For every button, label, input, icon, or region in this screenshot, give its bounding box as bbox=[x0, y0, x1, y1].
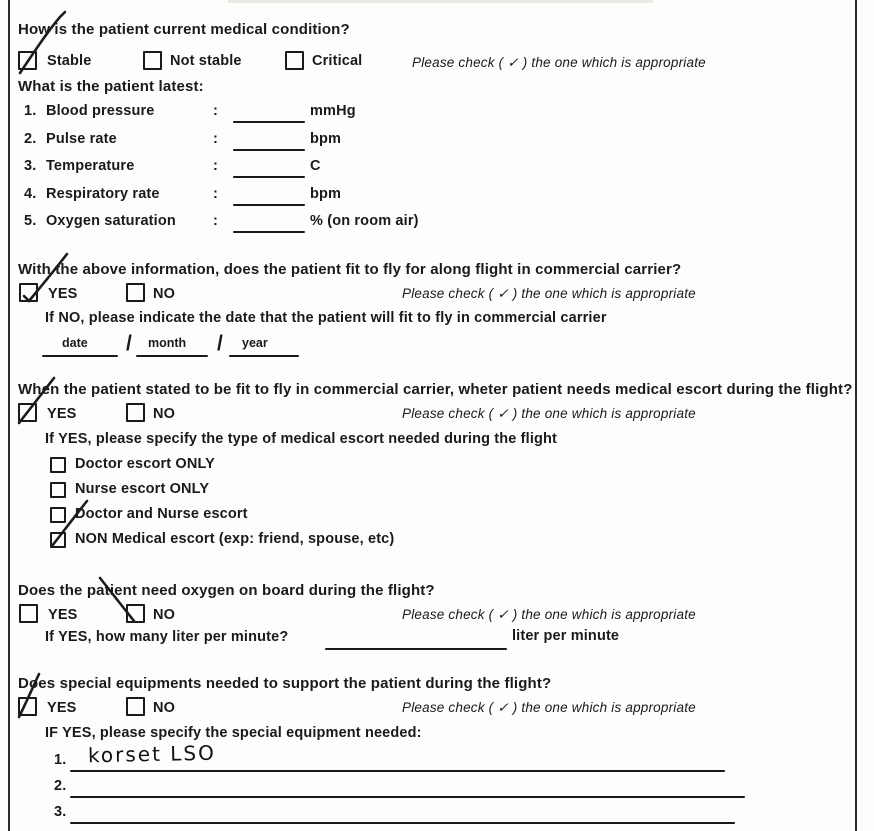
colon: : bbox=[213, 186, 218, 202]
equipment-if-yes-text: IF YES, please specify the special equipment needed: bbox=[45, 725, 422, 741]
vital-row-label: Pulse rate bbox=[46, 131, 117, 147]
checkbox-stable-label: Stable bbox=[47, 53, 92, 69]
vital-row-label: Oxygen saturation bbox=[46, 213, 176, 229]
vital-row-unit: % (on room air) bbox=[310, 213, 419, 229]
oxygen-question: Does the patient need oxygen on board during the flight? bbox=[18, 582, 435, 599]
checkbox-fit-yes[interactable] bbox=[19, 283, 38, 302]
equipment-item-num: 2. bbox=[54, 778, 67, 794]
escort-if-yes-text: If YES, please specify the type of medical escort needed during the flight bbox=[45, 431, 558, 447]
right-border-line bbox=[855, 0, 857, 831]
colon: : bbox=[213, 158, 218, 174]
checkbox-non-medical-escort-label: NON Medical escort (exp: friend, spouse, etc) bbox=[75, 531, 395, 547]
checkbox-nurse-escort[interactable] bbox=[50, 482, 66, 498]
check-instruction-note: Please check ( ✓ ) the one which is appropriate bbox=[402, 406, 696, 421]
scan-artifact-line bbox=[228, 0, 653, 3]
vital-row-num: 4. bbox=[24, 186, 37, 202]
pulse-rate-field[interactable] bbox=[233, 149, 305, 151]
colon: : bbox=[213, 131, 218, 147]
checkbox-oxygen-no-label: NO bbox=[153, 607, 176, 623]
equipment-item-num: 3. bbox=[54, 804, 67, 820]
checkbox-doctor-escort-label: Doctor escort ONLY bbox=[75, 456, 215, 472]
oxygen-saturation-field[interactable] bbox=[233, 231, 305, 233]
fit-to-fly-if-no-text: If NO, please indicate the date that the patient will fit to fly in commercial carrier bbox=[45, 310, 607, 326]
year-label: year bbox=[242, 336, 268, 350]
vital-row-unit: mmHg bbox=[310, 103, 356, 119]
respiratory-rate-field[interactable] bbox=[233, 204, 305, 206]
date-label: date bbox=[62, 336, 88, 350]
checkbox-oxygen-yes-label: YES bbox=[48, 607, 78, 623]
year-field[interactable] bbox=[229, 355, 299, 357]
check-instruction-note: Please check ( ✓ ) the one which is appropriate bbox=[402, 286, 696, 301]
vital-row-label: Temperature bbox=[46, 158, 135, 174]
equipment-item-2-field[interactable] bbox=[70, 796, 745, 798]
vitals-intro: What is the patient latest: bbox=[18, 78, 204, 95]
check-instruction-note: Please check ( ✓ ) the one which is appropriate bbox=[402, 700, 696, 715]
colon: : bbox=[213, 103, 218, 119]
vital-row-unit: C bbox=[310, 158, 321, 174]
vital-row-unit: bpm bbox=[310, 186, 342, 202]
checkbox-escort-yes[interactable] bbox=[18, 403, 37, 422]
checkbox-non-medical-escort[interactable] bbox=[50, 532, 66, 548]
condition-question: How is the patient current medical condition? bbox=[18, 21, 350, 38]
month-field[interactable] bbox=[136, 355, 208, 357]
checkbox-critical-label: Critical bbox=[312, 53, 363, 69]
checkbox-escort-no[interactable] bbox=[126, 403, 145, 422]
vital-row-label: Respiratory rate bbox=[46, 186, 160, 202]
check-instruction-note: Please check ( ✓ ) the one which is appropriate bbox=[402, 607, 696, 622]
checkbox-doctor-and-nurse-escort[interactable] bbox=[50, 507, 66, 523]
temperature-field[interactable] bbox=[233, 176, 305, 178]
checkbox-critical[interactable] bbox=[285, 51, 304, 70]
fit-to-fly-question: With the above information, does the patient fit to fly for along flight in commercial carrier? bbox=[18, 261, 682, 278]
date-field[interactable] bbox=[42, 355, 118, 357]
checkbox-doctor-escort[interactable] bbox=[50, 457, 66, 473]
equipment-item-1-field[interactable] bbox=[70, 770, 725, 772]
checkbox-oxygen-no[interactable] bbox=[126, 604, 145, 623]
date-separator: / bbox=[126, 332, 132, 355]
checkbox-fit-no[interactable] bbox=[126, 283, 145, 302]
left-border-line bbox=[8, 0, 10, 831]
oxygen-if-yes-text: If YES, how many liter per minute? bbox=[45, 629, 289, 645]
liter-per-minute-unit: liter per minute bbox=[512, 628, 620, 644]
vital-row-label: Blood pressure bbox=[46, 103, 155, 119]
month-label: month bbox=[148, 336, 187, 350]
equipment-item-num: 1. bbox=[54, 752, 67, 768]
checkbox-oxygen-yes[interactable] bbox=[19, 604, 38, 623]
blood-pressure-field[interactable] bbox=[233, 121, 305, 123]
date-separator: / bbox=[217, 332, 223, 355]
escort-question: When the patient stated to be fit to fly in commercial carrier, wheter patient needs medical escort during the flight? bbox=[18, 381, 853, 398]
equipment-question: Does special equipments needed to support the patient during the flight? bbox=[18, 675, 552, 692]
checkbox-doctor-and-nurse-escort-label: Doctor and Nurse escort bbox=[75, 506, 248, 522]
checkbox-equipment-no-label: NO bbox=[153, 700, 176, 716]
checkbox-fit-no-label: NO bbox=[153, 286, 176, 302]
checkbox-escort-yes-label: YES bbox=[47, 406, 77, 422]
checkbox-equipment-yes[interactable] bbox=[18, 697, 37, 716]
vital-row-unit: bpm bbox=[310, 131, 342, 147]
checkbox-nurse-escort-label: Nurse escort ONLY bbox=[75, 481, 210, 497]
vital-row-num: 2. bbox=[24, 131, 37, 147]
equipment-item-3-field[interactable] bbox=[70, 822, 735, 824]
vital-row-num: 3. bbox=[24, 158, 37, 174]
vital-row-num: 1. bbox=[24, 103, 37, 119]
checkbox-fit-yes-label: YES bbox=[48, 286, 78, 302]
liter-per-minute-field[interactable] bbox=[325, 648, 507, 650]
checkbox-escort-no-label: NO bbox=[153, 406, 176, 422]
check-instruction-note: Please check ( ✓ ) the one which is appropriate bbox=[412, 55, 706, 70]
vital-row-num: 5. bbox=[24, 213, 37, 229]
checkbox-equipment-yes-label: YES bbox=[47, 700, 77, 716]
equipment-item-1-handwritten-value: korset LSO bbox=[87, 740, 217, 768]
checkbox-equipment-no[interactable] bbox=[126, 697, 145, 716]
checkbox-not-stable-label: Not stable bbox=[170, 53, 242, 69]
colon: : bbox=[213, 213, 218, 229]
checkbox-stable[interactable] bbox=[18, 51, 37, 70]
checkbox-not-stable[interactable] bbox=[143, 51, 162, 70]
